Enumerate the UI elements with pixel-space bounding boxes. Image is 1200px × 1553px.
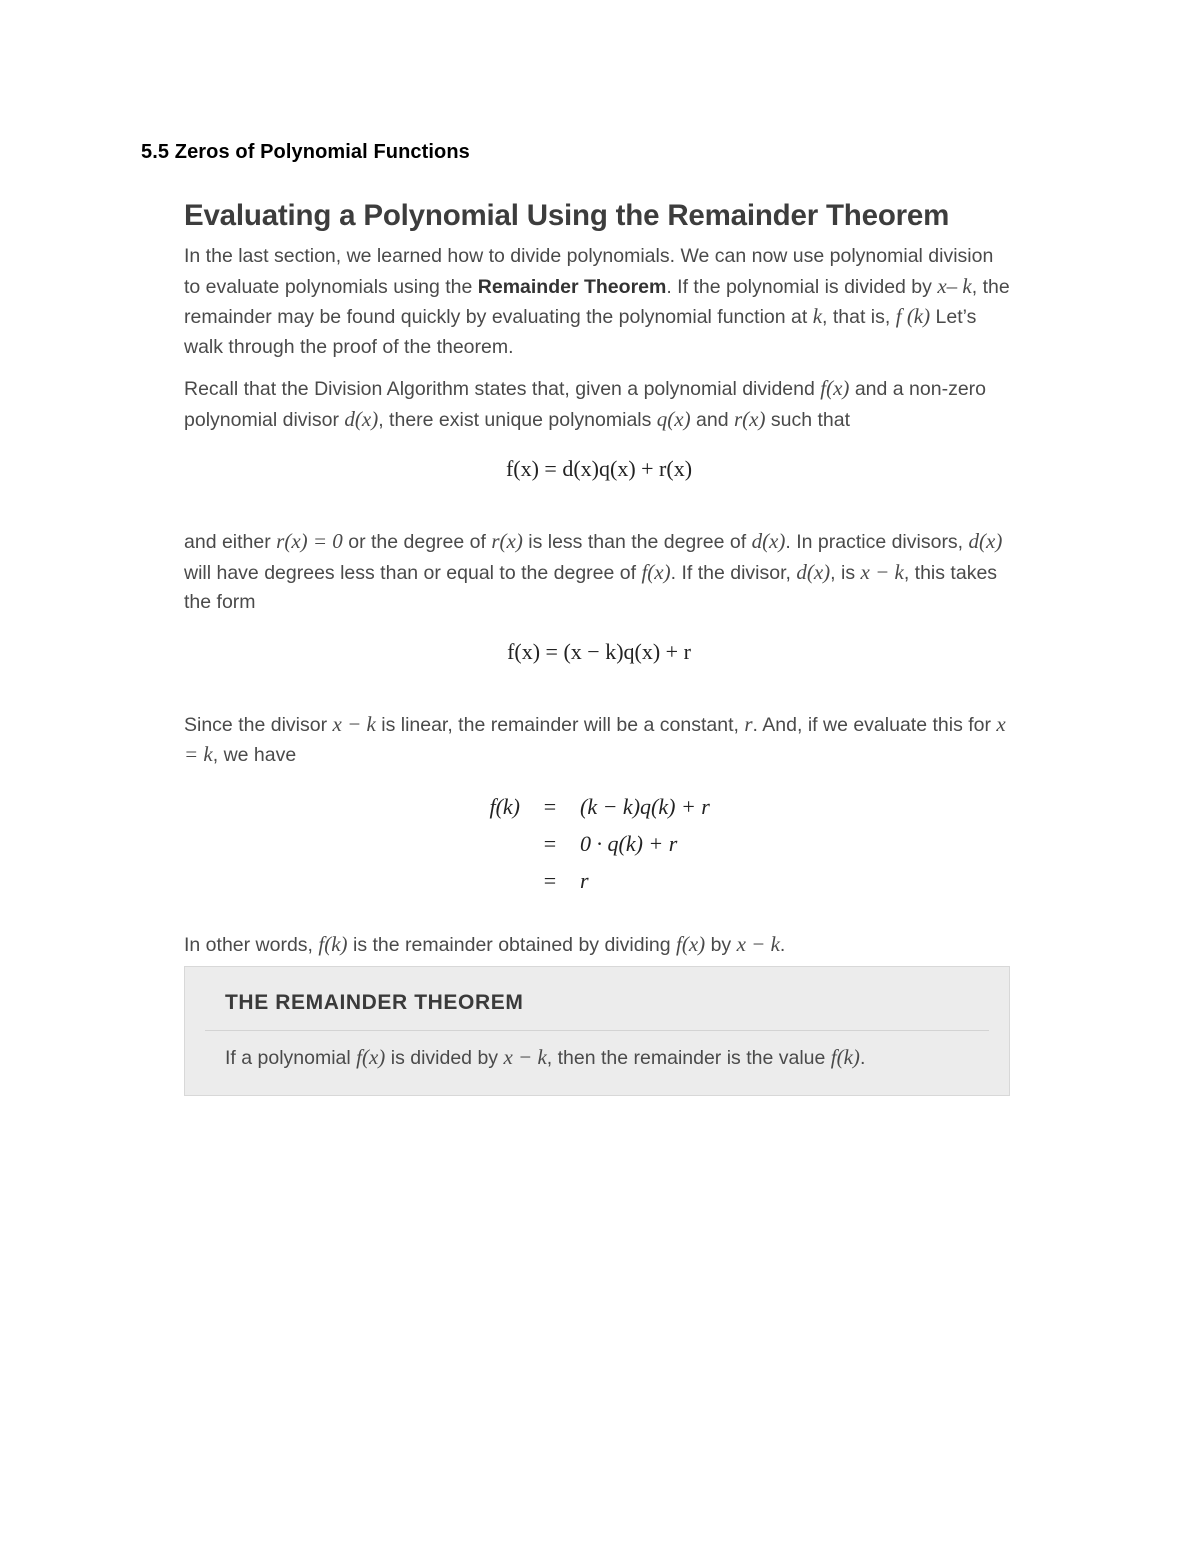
align-op: = — [543, 794, 557, 819]
align-lhs: f(k) — [489, 794, 520, 819]
bold-term: Remainder Theorem — [477, 275, 667, 298]
align-rhs: 0 · q(k) + r — [580, 831, 678, 856]
equation-linear-divisor: f(x) = (x − k)q(x) + r — [507, 638, 691, 664]
section-content — [184, 196, 1014, 960]
paragraph-conclusion: In other words, f(k) is the remainder obtained by dividing f(x) by x − k. — [184, 931, 786, 956]
paragraph-degree: and either r(x) = 0 or the degree of r(x) is less than the degree of d(x). In practice divisors, d(x) will have degrees less than or equal to the degree of f(x). If the divisor, d(x), is x − k, this takes the form — [184, 529, 1003, 613]
align-op: = — [543, 868, 557, 893]
paragraph-division-algorithm: Recall that the Division Algorithm states that, given a polynomial dividend f(x) and a non-zero polynomial divisor d(x), there exist unique polynomials q(x) and r(x) such that — [184, 376, 987, 431]
paragraph-linear: Since the divisor x − k is linear, the remainder will be a constant, r. And, if we evaluate this for x = k, we have — [184, 711, 1006, 766]
align-rhs: r — [580, 868, 589, 893]
page-header: 5.5 Zeros of Polynomial Functions — [141, 141, 470, 163]
theorem-box — [184, 966, 1010, 1096]
paragraph-intro: In the last section, we learned how to divide polynomials. We can now use polynomial division to evaluate polynomials using the Remainder Theorem. If the polynomial is divided by x– k, the remainder may be found quickly by evaluating the polynomial function at k, that is, f (k) Let’s walk through the proof of the theorem. — [184, 245, 1010, 358]
align-rhs: (k − k)q(k) + r — [580, 794, 710, 819]
theorem-title: THE REMAINDER THEOREM — [225, 991, 524, 1014]
theorem-statement: If a polynomial f(x) is divided by x − k, then the remainder is the value f(k). — [225, 1045, 866, 1069]
align-op: = — [543, 831, 557, 856]
equation-division: f(x) = d(x)q(x) + r(x) — [505, 456, 693, 481]
section-heading: Evaluating a Polynomial Using the Remainder Theorem — [184, 199, 950, 232]
aligned-equations — [184, 789, 1014, 900]
divider — [205, 1030, 989, 1031]
